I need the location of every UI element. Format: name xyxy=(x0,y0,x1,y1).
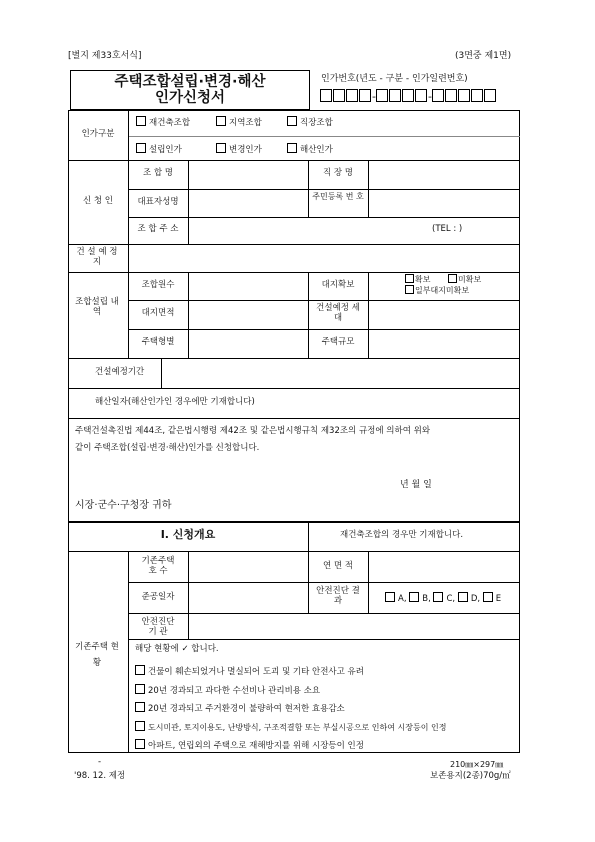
planned-units-label: 건설예정 세 대 xyxy=(316,303,360,323)
enacted-date: '98. 12. 제정 xyxy=(74,771,126,781)
floor-area-label: 연 면 적 xyxy=(322,561,354,571)
safety-grades[interactable]: A, B, C, D, E xyxy=(385,592,501,605)
action-option-1[interactable]: 설립인가 xyxy=(136,143,182,156)
union-name-label: 조 합 명 xyxy=(142,168,174,178)
paper-size: 210㎜×297㎜ xyxy=(450,760,504,769)
planned-site-label: 건 설 예 정 지 xyxy=(76,247,118,267)
applicant-label: 신 청 인 xyxy=(82,196,114,206)
check-item-5[interactable]: 아파트, 연립외의 주택으로 재해방지를 위해 시장등이 인정 xyxy=(135,739,364,752)
action-option-2[interactable]: 변경인가 xyxy=(216,143,262,156)
resident-no-label: 주민등록 번 호 xyxy=(312,192,364,201)
site-area-label: 대지면적 xyxy=(141,308,175,318)
check-item-4[interactable]: 도시미관, 토지이용도, 난방방식, 구조적결함 또는 부실시공으로 인하여 시장등이 인정 xyxy=(135,721,446,732)
approval-type-label: 인가구분 xyxy=(81,129,115,139)
check-item-1[interactable]: 건물이 훼손되었거나 멸실되어 도괴 및 기타 안전사고 유려 xyxy=(135,665,364,678)
members-label: 조합원수 xyxy=(141,280,175,290)
permit-number-boxes[interactable]: - - xyxy=(320,89,497,103)
housing-type-label: 주택형별 xyxy=(141,337,175,347)
secured-opt-1[interactable]: 확보 xyxy=(405,274,430,284)
safety-result-label: 안전진단 결 과 xyxy=(316,586,360,606)
secured-opt-2[interactable]: 미확보 xyxy=(448,274,481,284)
kind-option-2[interactable]: 지역조합 xyxy=(216,116,262,129)
section-note: 재건축조합의 경우만 기재합니다. xyxy=(340,530,464,540)
paper-spec: 보존용지(2종)70g/㎡ xyxy=(430,771,511,781)
permit-number-label: 인가번호(년도 - 구분 - 인가일련번호) xyxy=(321,74,468,84)
kind-option-3[interactable]: 직장조합 xyxy=(287,116,333,129)
site-secured-label: 대지확보 xyxy=(321,280,355,290)
title-box xyxy=(70,70,310,110)
kind-option-1[interactable]: 재건축조합 xyxy=(136,116,190,129)
statement-date[interactable]: 년 월 일 xyxy=(400,480,432,490)
form-title: 주택조합설립·변경·해산 xyxy=(114,74,266,90)
section-title: Ⅰ. 신청개요 xyxy=(160,528,216,541)
check-item-3[interactable]: 20년 경과되고 주거환경이 불량하여 현저한 효용감소 xyxy=(135,702,345,715)
establishment-label: 조합설립 내 역 xyxy=(75,297,119,317)
dissolution-label: 해산일자(해산인가인 경우에만 기재합니다) xyxy=(95,397,255,407)
existing-units-label: 기존주택 호 수 xyxy=(141,556,175,576)
recipient: 시장·군수·구청장 귀하 xyxy=(75,500,172,511)
statement-line1: 주택건설촉진법 제44조, 같은법시행령 제42조 및 같은법시행규칙 제32조의 규정에 의하여 위와 xyxy=(75,426,431,436)
page-info: (3면중 제1면) xyxy=(455,51,512,61)
statement-line2: 같이 주택조합(설립·변경·해산)인가를 신청합니다. xyxy=(75,443,260,453)
form-number: [별지 제33호서식] xyxy=(68,51,142,61)
check-item-2[interactable]: 20년 경과되고 과다한 수선비나 관리비용 소요 xyxy=(135,684,320,697)
union-address-label: 조 합 주 소 xyxy=(137,224,179,234)
secured-opt-3[interactable]: 일부대지미확보 xyxy=(405,285,469,295)
check-note: 해당 현황에 ✓ 합니다. xyxy=(135,644,219,654)
workplace-label: 직 장 명 xyxy=(322,168,354,178)
safety-agency-label: 안전진단 기 관 xyxy=(141,617,175,637)
action-option-3[interactable]: 해산인가 xyxy=(287,143,333,156)
rep-name-label: 대표자성명 xyxy=(137,197,179,207)
period-label: 건설예정기간 xyxy=(95,367,145,377)
tel-label: (TEL : ) xyxy=(432,224,463,234)
completion-label: 준공일자 xyxy=(141,592,175,602)
existing-housing-label: 기존주택 현 황 xyxy=(75,642,119,669)
form-title-sub: 인가신청서 xyxy=(154,90,226,106)
footer-dash: - xyxy=(98,757,102,767)
housing-scale-label: 주택규모 xyxy=(321,337,355,347)
